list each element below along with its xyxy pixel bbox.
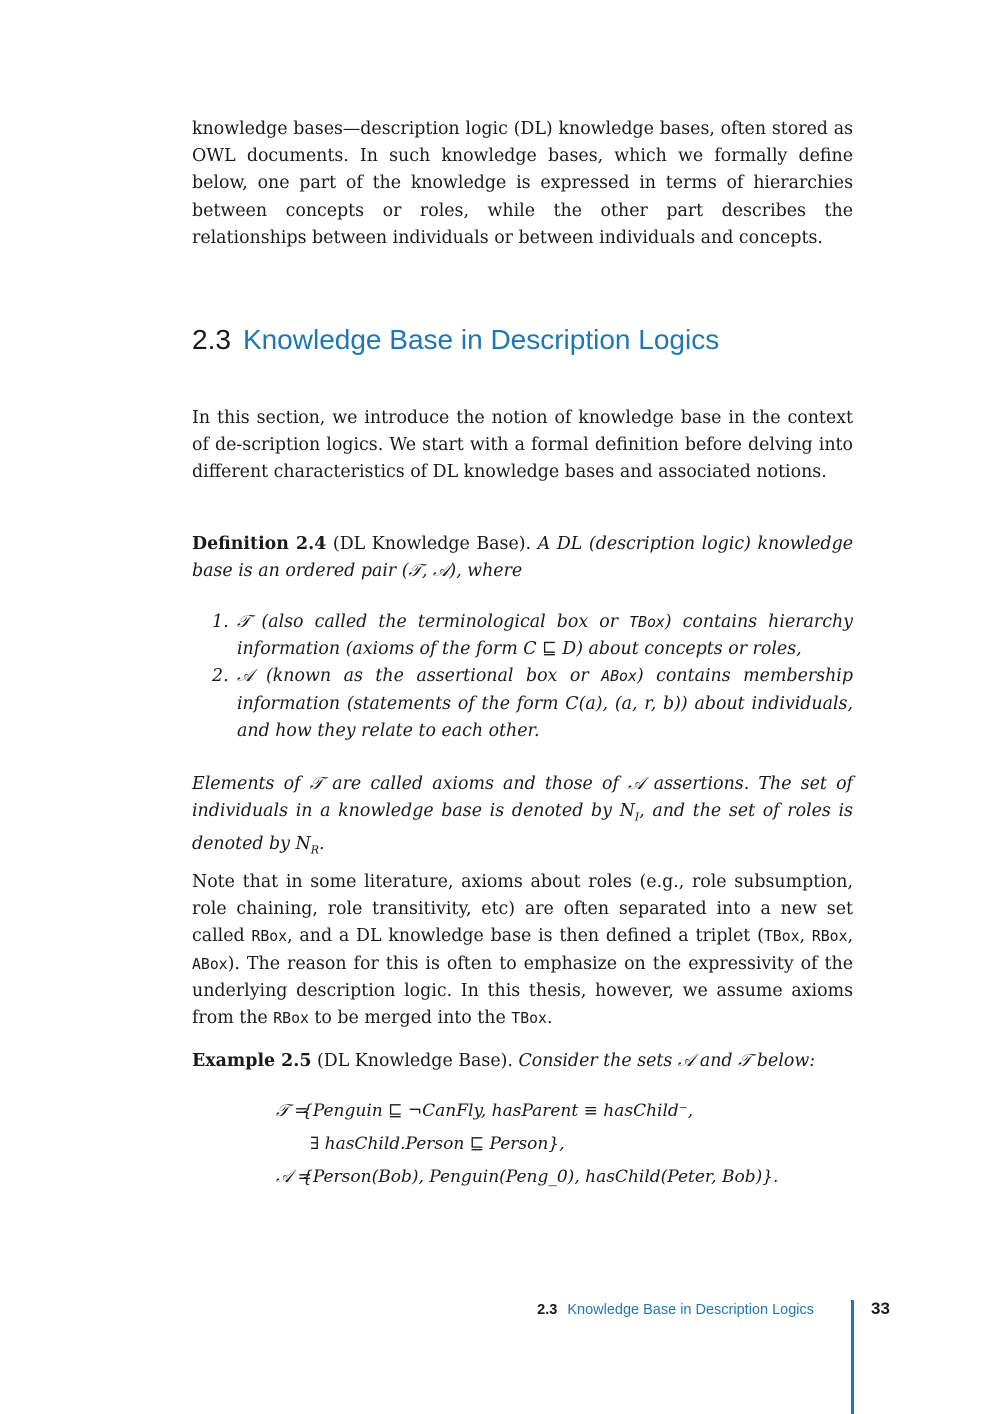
definition-label: Definition 2.4 <box>192 534 327 554</box>
code-rbox: RBox <box>251 928 288 946</box>
section-title: Knowledge Base in Description Logics <box>242 324 720 355</box>
definition-statement: A DL (description logic) knowledge base is an ordered pair (𝒯, 𝒜), where <box>192 534 853 582</box>
list-item-symbol: 𝒜 <box>237 666 254 687</box>
definition-list <box>212 609 853 745</box>
note-text: ). The reason for this is often to emphasize on the expressivity of the underlying description logic. In this thesis, however, we assume axioms from the <box>192 953 853 1029</box>
math-line-2 <box>276 1128 836 1161</box>
math-lhs-tbox: 𝒯 = <box>276 1101 309 1121</box>
list-item-text-post: ) contains membership information (statements of the form C(a), (a, r, b)) about individuals, and how they relate to each other. <box>237 666 853 741</box>
intro-paragraph: knowledge bases—description logic (DL) knowledge bases, often stored as OWL documents. In such knowledge bases, which we formally define below, one part of the knowledge is expressed in terms of hierarchies between concepts or roles, while the other part describes the relationships between individuals or between individuals and concepts. <box>192 119 853 248</box>
list-item-symbol: 𝒯 <box>237 612 251 632</box>
subscript-r: R <box>310 843 320 857</box>
math-rhs-abox: {Person(Bob), Penguin(Peng_0), hasChild(Peter, Bob)}. <box>302 1167 779 1187</box>
math-rhs-tbox-cont: ∃ hasChild.Person ⊑ Person}, <box>310 1134 565 1154</box>
footer-section-title: Knowledge Base in Description Logics <box>567 1302 814 1318</box>
list-item-text-pre: (known as the assertional box or <box>253 666 602 687</box>
list-item <box>212 663 853 745</box>
note-text: to be merged into the <box>308 1008 512 1029</box>
page-footer <box>0 1298 1000 1414</box>
math-line-1 <box>276 1095 836 1128</box>
note-paragraph <box>192 869 853 1032</box>
example-statement: Consider the sets 𝒜 and 𝒯 below: <box>518 1051 816 1071</box>
code-rbox: RBox <box>273 1010 309 1028</box>
definition-closing-end: . <box>319 833 325 854</box>
section-heading <box>192 324 719 356</box>
list-item <box>212 609 853 663</box>
math-rhs-tbox: {Penguin ⊑ ¬CanFly, hasParent ≡ hasChild⁻, <box>302 1101 694 1121</box>
note-text: Note that in some literature, axioms about roles (e.g., role subsumption, role chaining, role transitivity, etc) are often separated into a new set called <box>192 872 853 947</box>
footer-section-number: 2.3 <box>537 1302 558 1318</box>
section-intro-paragraph: In this section, we introduce the notion of knowledge base in the context of de-scription logics. We start with a formal definition before delving into different characteristics of DL knowledge bases and associated notions. <box>192 408 853 483</box>
note-text: . <box>546 1008 553 1029</box>
definition-name: (DL Knowledge Base). <box>332 534 532 554</box>
list-item-number: 2. <box>212 666 229 687</box>
code-rbox: RBox <box>811 928 848 946</box>
math-line-3 <box>276 1161 836 1194</box>
example-label: Example 2.5 <box>192 1051 312 1071</box>
code-tbox: TBox <box>763 928 800 946</box>
section-number: 2.3 <box>192 324 231 355</box>
code-abox: ABox <box>192 955 228 973</box>
list-item-text-post: ) contains hierarchy information (axioms of the form C ⊑ D) about concepts or roles, <box>237 612 853 660</box>
code-tbox: TBox <box>511 1010 547 1028</box>
definition-closing-text: Elements of 𝒯 are called axioms and those of 𝒜 assertions. The set of individuals in a knowledge base is denoted by N <box>192 774 853 822</box>
example-block <box>192 1048 853 1075</box>
definition-block <box>192 531 853 585</box>
definition-closing-text-b: , and the set of roles is denoted by N <box>192 801 853 854</box>
note-sep: , <box>847 926 854 947</box>
list-item-number: 1. <box>212 612 229 632</box>
example-math <box>276 1095 836 1194</box>
example-name: (DL Knowledge Base). <box>316 1051 513 1071</box>
list-item-code: ABox <box>601 668 637 686</box>
definition-closing <box>192 771 853 864</box>
footer-section <box>537 1302 814 1318</box>
subscript-i: I <box>634 810 640 824</box>
page-number: 33 <box>871 1299 890 1318</box>
note-text: , and a DL knowledge base is then defined a triplet ( <box>287 926 764 947</box>
math-lhs-abox: 𝒜 = <box>276 1167 312 1187</box>
list-item-code: TBox <box>629 614 665 631</box>
list-item-text-pre: (also called the terminological box or <box>250 612 630 632</box>
footer-rule <box>851 1300 854 1414</box>
note-sep: , <box>799 926 812 947</box>
